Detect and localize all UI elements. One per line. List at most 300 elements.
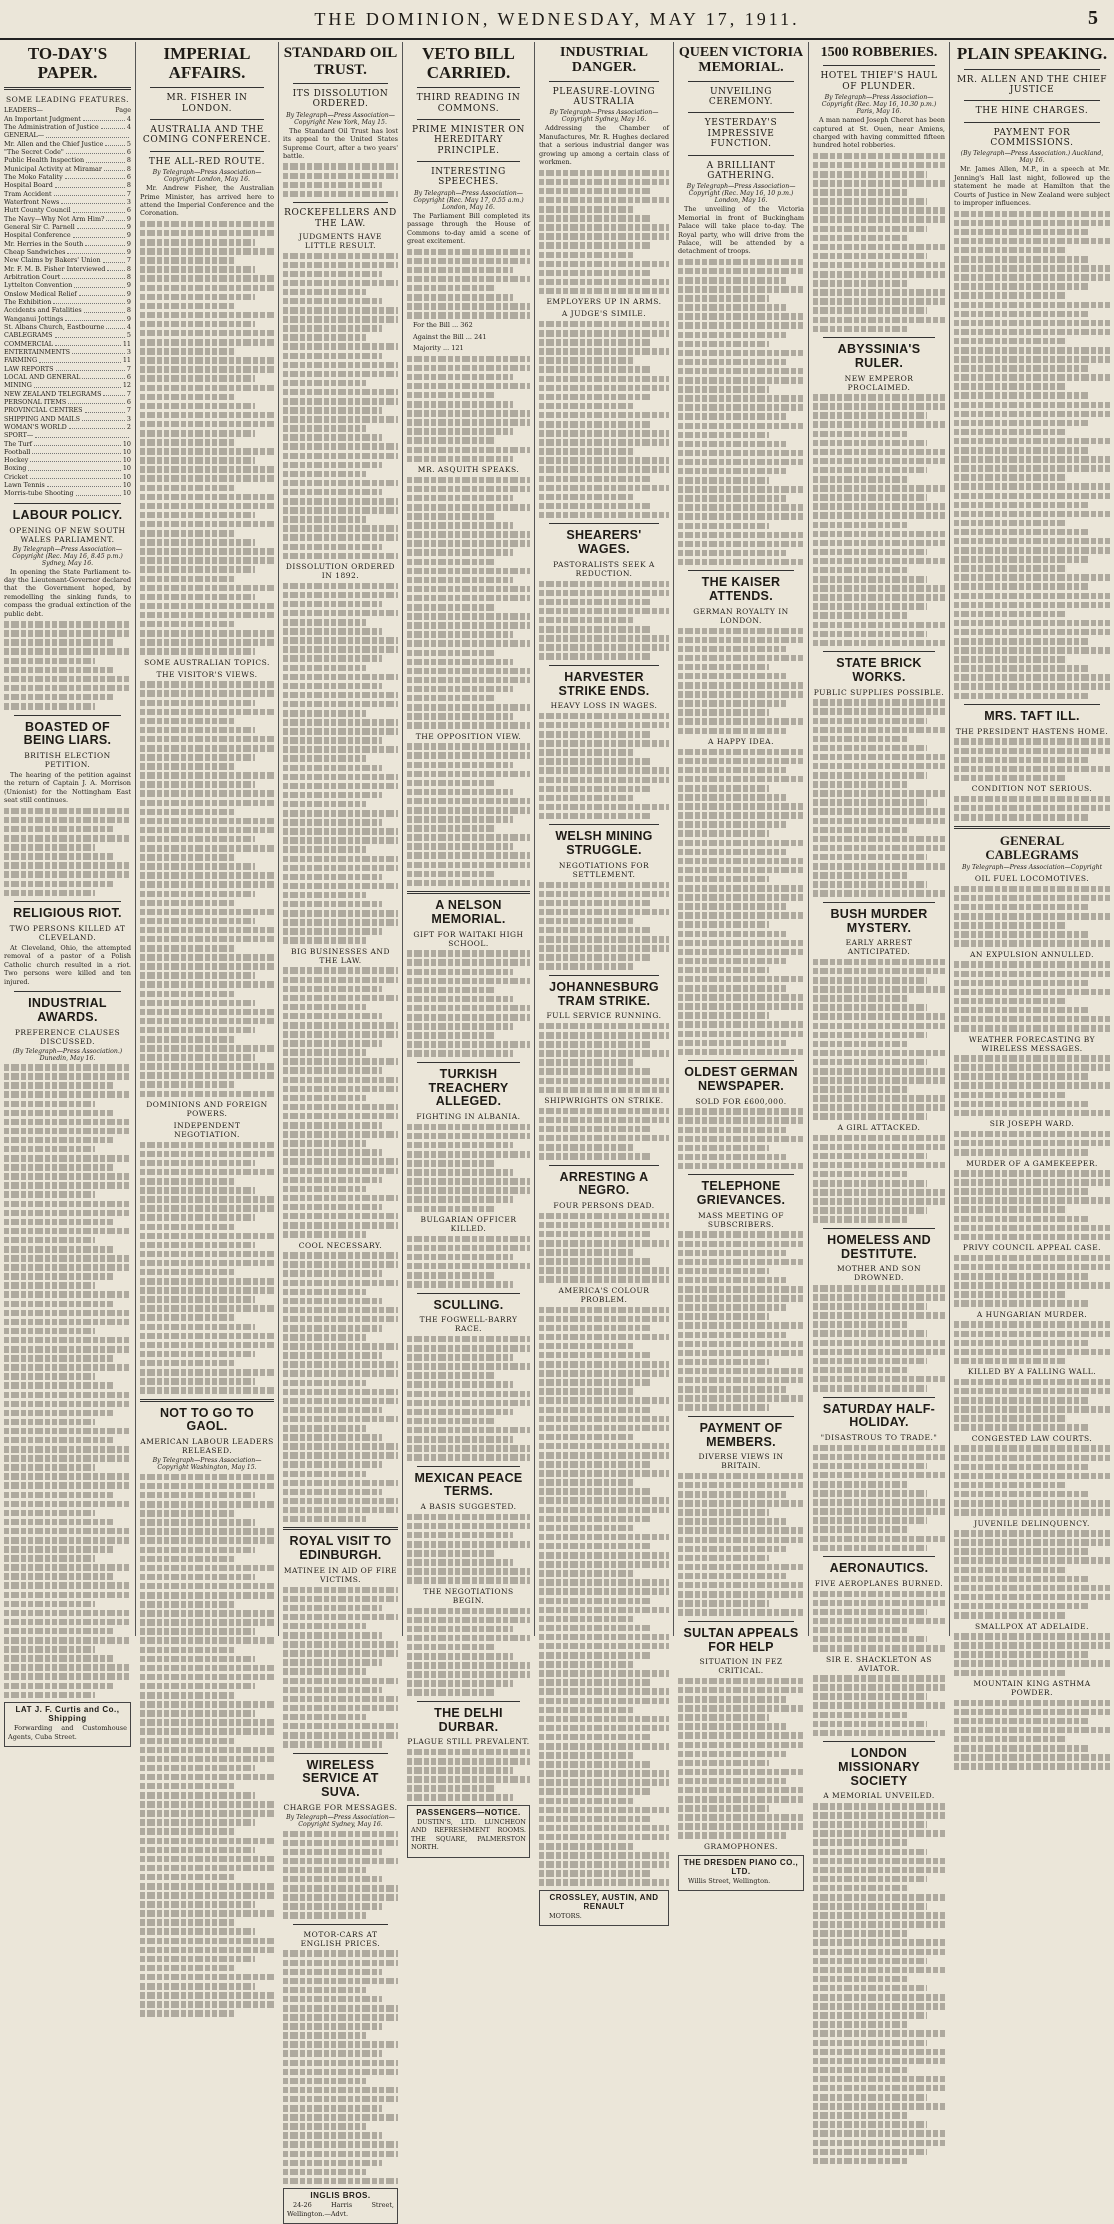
article-body: [813, 394, 945, 646]
edinburgh-title: ROYAL VISIT TO EDINBURGH.: [289, 1534, 392, 1563]
article-body: [678, 1678, 804, 1839]
toc-item: [4, 115, 131, 123]
text-line: [407, 595, 530, 602]
text-line: [283, 646, 398, 653]
text-line: [4, 1564, 131, 1571]
text-line: [4, 621, 131, 628]
ad-text: MOTORS.: [549, 1911, 582, 1920]
text-line: [813, 1068, 945, 1075]
text-line: [813, 1050, 945, 1057]
text-line: [678, 1814, 804, 1821]
text-line: [407, 1653, 513, 1660]
text-line: [283, 937, 366, 944]
text-line: [678, 259, 804, 266]
text-line: [539, 1725, 669, 1732]
text-line: [813, 2158, 908, 2165]
toc-item: [4, 223, 131, 231]
headline: HOTEL THIEF'S HAUL OF PLUNDER.: [820, 71, 938, 92]
text-line: [678, 304, 786, 311]
industrial-danger-title: INDUSTRIAL DANGER.: [560, 45, 648, 76]
text-line: [678, 1509, 769, 1516]
text-line: [678, 985, 786, 992]
ad-text: 24-26 Harris Street, Wellington.—Advt.: [287, 2201, 394, 2218]
text-line: [954, 971, 1110, 978]
text-line: [140, 1483, 274, 1490]
toc-item: [4, 306, 131, 314]
text-line: [283, 407, 382, 414]
text-line: [140, 1601, 236, 1608]
text-line: [140, 1983, 255, 1990]
toc-item: [4, 390, 131, 398]
shearers-sub: PASTORALISTS SEEK A REDUCTION.: [553, 559, 655, 578]
text-line: [539, 357, 633, 364]
text-line: [283, 1632, 382, 1639]
text-line: [283, 2041, 398, 2048]
toc-leader: [83, 115, 125, 121]
text-line: [407, 1523, 530, 1530]
text-line: [813, 2112, 908, 2119]
divider: [823, 1228, 935, 1229]
toc-item-page: 7: [126, 256, 131, 265]
text-line: [954, 602, 1110, 609]
headline: PLEASURE-LOVING AUSTRALIA: [552, 86, 656, 108]
text-line: [407, 1236, 530, 1243]
text-line: [283, 1177, 382, 1184]
toc-item-page: 6: [126, 173, 131, 181]
text-line: [813, 772, 927, 779]
text-line: [140, 1151, 274, 1158]
text-line: [813, 1721, 927, 1728]
text-line: [4, 1464, 95, 1471]
text-line: [678, 1241, 804, 1248]
text-line: [678, 1473, 804, 1480]
text-line: [813, 1636, 927, 1643]
text-line: [283, 1398, 398, 1405]
toc-leader: [55, 331, 125, 337]
text-line: [140, 1928, 255, 1935]
text-line: [407, 996, 513, 1003]
cable-oil-fuel: OIL FUEL LOCOMOTIVES.: [974, 874, 1090, 884]
text-line: [813, 2040, 927, 2047]
divider: [293, 1753, 388, 1754]
text-line: [813, 1684, 945, 1691]
text-line: [140, 1628, 255, 1635]
text-line: [539, 1543, 651, 1550]
text-line: [813, 467, 927, 474]
text-line: [813, 968, 945, 975]
text-line: [283, 1067, 382, 1074]
text-line: [954, 529, 1088, 536]
toc-item-page: 9: [126, 222, 131, 231]
text-line: [283, 1678, 398, 1685]
text-line: [678, 532, 804, 539]
colour-problem-title: AMERICA'S COLOUR PROBLEM.: [558, 1285, 650, 1304]
text-line: [140, 1610, 274, 1617]
toc-item-page: 8: [126, 306, 131, 315]
text-line: [678, 286, 804, 293]
text-line: [140, 881, 274, 888]
text-line: [283, 1040, 382, 1047]
text-line: [283, 1480, 398, 1487]
divider: [293, 202, 388, 203]
text-line: [407, 862, 530, 869]
divider: [964, 122, 1100, 123]
text-line: [283, 371, 398, 378]
toc-item-label: Wanganui Jottings: [4, 314, 64, 323]
headline: A BRILLIANT GATHERING.: [706, 160, 776, 181]
text-line: [283, 443, 398, 450]
ad-text: DUSTIN'S, LTD. LUNCHEON AND REFRESHMENT ROOMS. THE SQUARE, PALMERSTON NORTH.: [411, 1817, 526, 1852]
delhi-sub: PLAGUE STILL PREVALENT.: [407, 1737, 530, 1747]
toc-item-label: Onslow Medical Relief: [4, 289, 77, 298]
text-line: [539, 777, 669, 784]
text-line: [678, 1277, 786, 1284]
toc-leader: [103, 256, 125, 262]
shipwrights-title: SHIPWRIGHTS ON STRIKE.: [544, 1096, 664, 1106]
text-line: [407, 1514, 530, 1521]
text-line: [283, 1960, 398, 1967]
text-line: [813, 421, 945, 428]
article-body: [954, 1700, 1110, 1770]
text-line: [678, 1742, 804, 1749]
article-body: [813, 1285, 945, 1392]
text-line: [678, 1796, 804, 1803]
text-line: [283, 2014, 398, 2021]
text-line: [539, 1249, 633, 1256]
text-line: [283, 1425, 366, 1432]
divider: [417, 1293, 520, 1294]
divider: [407, 891, 530, 894]
text-line: [4, 1619, 131, 1626]
toc-item-label: LOCAL AND GENERAL: [4, 372, 81, 381]
text-line: [283, 1452, 398, 1459]
text-line: [4, 1573, 113, 1580]
text-line: [813, 1903, 927, 1910]
turkish-sub: FIGHTING IN ALBANIA.: [416, 1112, 521, 1122]
text-line: [140, 790, 274, 797]
column-4: [403, 42, 535, 1852]
text-line: [813, 845, 945, 852]
text-line: [140, 312, 274, 319]
text-line: [678, 486, 804, 493]
text-line: [678, 1359, 769, 1366]
text-line: [954, 1388, 1110, 1395]
text-line: [4, 1264, 131, 1271]
text-line: [539, 786, 651, 793]
riot-para: At Cleveland, Ohio, the attempted removal of a pastor of a Polish Catholic church resulted in a riot. Two persons were killed and ten injured.: [4, 943, 131, 986]
taft-sub: THE PRESIDENT HASTENS HOME.: [955, 726, 1109, 736]
text-line: [813, 1830, 945, 1837]
text-line: [283, 846, 366, 853]
text-line: [954, 1273, 1088, 1280]
text-line: [678, 1163, 804, 1170]
text-line: [140, 854, 236, 861]
liars-para: The hearing of the petition against the return of Captain J. A. Morrison (Unionist) for the Nottingham East seat still continues.: [4, 771, 131, 805]
text-line: [813, 818, 945, 825]
text-line: [283, 1849, 382, 1856]
text-line: [4, 1637, 131, 1644]
article-body: [140, 1474, 274, 2017]
text-line: [283, 1950, 398, 1957]
text-line: [283, 316, 398, 323]
cable-hungarian: A HUNGARIAN MURDER.: [976, 1309, 1088, 1319]
toc-leader: [55, 340, 121, 346]
text-line: [813, 558, 945, 565]
article-body: [283, 253, 398, 560]
text-line: [4, 1228, 131, 1235]
toc-item-page: 9: [126, 289, 131, 298]
headline: ROCKEFELLERS AND THE LAW.: [284, 208, 397, 229]
text-line: [678, 404, 804, 411]
text-line: [407, 852, 530, 859]
text-line: [407, 604, 496, 611]
text-line: [283, 655, 382, 662]
text-line: [4, 1137, 113, 1144]
text-line: [954, 1131, 1110, 1138]
headline: ITS DISSOLUTION ORDERED.: [292, 89, 389, 110]
toc-item-page: 9: [126, 239, 131, 248]
text-line: [539, 891, 669, 898]
text-line: [140, 963, 274, 970]
text-line: [539, 1643, 669, 1650]
text-line: [407, 1354, 513, 1361]
text-line: [678, 1395, 804, 1402]
motor-cars-title: MOTOR-CARS AT ENGLISH PRICES.: [300, 1929, 381, 1948]
text-line: [407, 428, 513, 435]
text-line: [954, 429, 1066, 436]
text-line: [813, 1894, 945, 1901]
article-body: [140, 221, 274, 655]
text-line: [283, 1969, 382, 1976]
text-line: [283, 619, 366, 626]
toc-item-page: 10: [122, 481, 131, 490]
toc-item: [4, 431, 131, 439]
article-body: [539, 321, 669, 518]
text-line: [407, 1608, 530, 1615]
text-line: [678, 1268, 769, 1275]
text-line: [140, 1196, 274, 1203]
text-line: [539, 635, 669, 642]
text-line: [283, 2023, 382, 2030]
text-line: [407, 1418, 496, 1425]
text-line: [140, 891, 255, 898]
text-line: [954, 886, 1110, 893]
text-line: [283, 462, 382, 469]
mexican-title: MEXICAN PEACE TERMS.: [414, 1470, 523, 1499]
text-line: [539, 1497, 669, 1504]
text-line: [140, 566, 255, 573]
text-line: [283, 471, 366, 478]
text-line: [954, 1255, 1110, 1262]
text-line: [539, 1688, 669, 1695]
text-line: [539, 261, 669, 268]
text-line: [283, 362, 398, 369]
text-line: [407, 1254, 513, 1261]
text-line: [539, 1416, 669, 1423]
toc-item: [4, 340, 131, 348]
text-line: [407, 568, 530, 575]
text-line: [407, 285, 496, 292]
text-line: [954, 1197, 1110, 1204]
divider: [549, 523, 659, 524]
toc-item: [4, 315, 131, 323]
text-line: [407, 959, 530, 966]
text-line: [813, 790, 945, 797]
text-line: [140, 394, 236, 401]
text-line: [407, 447, 530, 454]
text-line: [407, 312, 530, 319]
text-line: [407, 622, 530, 629]
text-line: [813, 754, 945, 761]
text-line: [813, 326, 908, 333]
toc-leader: [47, 481, 121, 487]
text-line: [813, 1004, 927, 1011]
cable-privy-council: PRIVY COUNCIL APPEAL CASE.: [962, 1243, 1102, 1253]
text-line: [678, 940, 804, 947]
toc-item-label: Accidents and Fatalities: [4, 306, 82, 315]
text-line: [539, 448, 633, 455]
text-line: [954, 980, 1088, 987]
text-line: [407, 1767, 513, 1774]
text-line: [407, 267, 513, 274]
text-line: [4, 1410, 113, 1417]
text-line: [407, 704, 530, 711]
text-line: [140, 1819, 255, 1826]
text-line: [4, 1628, 113, 1635]
missionary-sub: A MEMORIAL UNVEILED.: [823, 1791, 935, 1801]
text-line: [539, 963, 633, 970]
toc-item-label: Mr. F. M. B. Fisher Interviewed: [4, 264, 106, 273]
text-line: [140, 1260, 274, 1267]
text-line: [140, 1747, 274, 1754]
text-line: [407, 789, 513, 796]
text-line: [140, 809, 236, 816]
text-line: [283, 1280, 398, 1287]
text-line: [283, 2178, 398, 2185]
text-line: [4, 1473, 131, 1480]
text-line: [4, 1528, 131, 1535]
text-line: [283, 774, 398, 781]
text-line: [407, 1032, 496, 1039]
text-line: [954, 1745, 1088, 1752]
text-line: [813, 1198, 945, 1205]
text-line: [813, 1385, 927, 1392]
text-line: [140, 927, 274, 934]
text-line: [954, 1557, 1110, 1564]
text-line: [283, 1031, 398, 1038]
text-line: [407, 816, 513, 823]
divider: [150, 151, 264, 152]
text-line: [140, 1537, 274, 1544]
toc-item: [4, 473, 131, 481]
cable-ward: SIR JOSEPH WARD.: [989, 1119, 1075, 1129]
divider: [549, 81, 659, 82]
text-line: [678, 840, 804, 847]
article-body: [813, 699, 945, 896]
article-body: [813, 1675, 945, 1736]
text-line: [4, 1683, 113, 1690]
text-line: [954, 474, 1066, 481]
text-line: [678, 858, 804, 865]
text-line: [954, 374, 1110, 381]
toc-item-label: FARMING: [4, 356, 38, 365]
aeronautics-sub: FIVE AEROPLANES BURNED.: [814, 1578, 944, 1588]
text-line: [678, 637, 804, 644]
toc-item: [4, 323, 131, 331]
text-line: [813, 1849, 927, 1856]
text-line: [813, 2058, 945, 2065]
text-line: [539, 1050, 669, 1057]
text-line: [407, 401, 513, 408]
toc-item-page: 10: [122, 489, 131, 498]
text-line: [539, 1625, 651, 1632]
text-line: [140, 1314, 236, 1321]
text-line: [539, 1144, 633, 1151]
text-line: [539, 339, 651, 346]
text-line: [539, 1443, 669, 1450]
text-line: [283, 601, 382, 608]
aeronautics-title: AERONAUTICS.: [829, 1561, 929, 1576]
text-line: [678, 1003, 804, 1010]
text-line: [407, 456, 513, 463]
toc-item-label: St. Albans Church, Eastbourne: [4, 322, 105, 331]
text-line: [140, 2001, 274, 2008]
toc-leader: [107, 265, 125, 271]
text-line: [813, 1330, 927, 1337]
text-line: [407, 631, 513, 638]
text-line: [954, 402, 1110, 409]
divider: [150, 87, 264, 88]
text-line: [813, 1113, 927, 1120]
text-line: [140, 745, 274, 752]
text-line: [813, 531, 945, 538]
text-line: [539, 1267, 669, 1274]
text-line: [813, 1294, 945, 1301]
text-line: [140, 1287, 274, 1294]
shearers-title: SHEARERS' WAGES.: [566, 528, 642, 557]
text-line: [813, 1086, 908, 1093]
text-line: [4, 1510, 95, 1517]
text-line: [954, 1358, 1066, 1365]
vote-for: For the Bill ... 362: [413, 321, 473, 330]
cable-wall: KILLED BY A FALLING WALL.: [967, 1367, 1097, 1377]
text-line: [678, 1714, 769, 1721]
text-line: [140, 494, 274, 501]
text-line: [954, 229, 1088, 236]
text-line: [140, 366, 274, 373]
text-line: [813, 736, 908, 743]
homeless-title: HOMELESS AND DESTITUTE.: [827, 1232, 931, 1261]
text-line: [678, 1295, 804, 1302]
text-line: [954, 904, 1088, 911]
text-line: [407, 1671, 530, 1678]
text-line: [539, 485, 669, 492]
toc-item-label: Cricket: [4, 472, 28, 481]
text-line: [140, 800, 274, 807]
text-line: [407, 1124, 530, 1131]
text-line: [140, 1224, 236, 1231]
subheading: JUDGMENTS HAVE LITTLE RESULT.: [298, 231, 383, 250]
text-line: [283, 2032, 366, 2039]
text-line: [813, 458, 945, 465]
text-line: [678, 655, 804, 662]
text-line: [283, 1131, 398, 1138]
toc-item-label: LAW REPORTS: [4, 364, 54, 373]
text-line: [4, 1082, 113, 1089]
text-line: [813, 2121, 927, 2128]
text-line: [140, 727, 255, 734]
text-line: [539, 366, 651, 373]
